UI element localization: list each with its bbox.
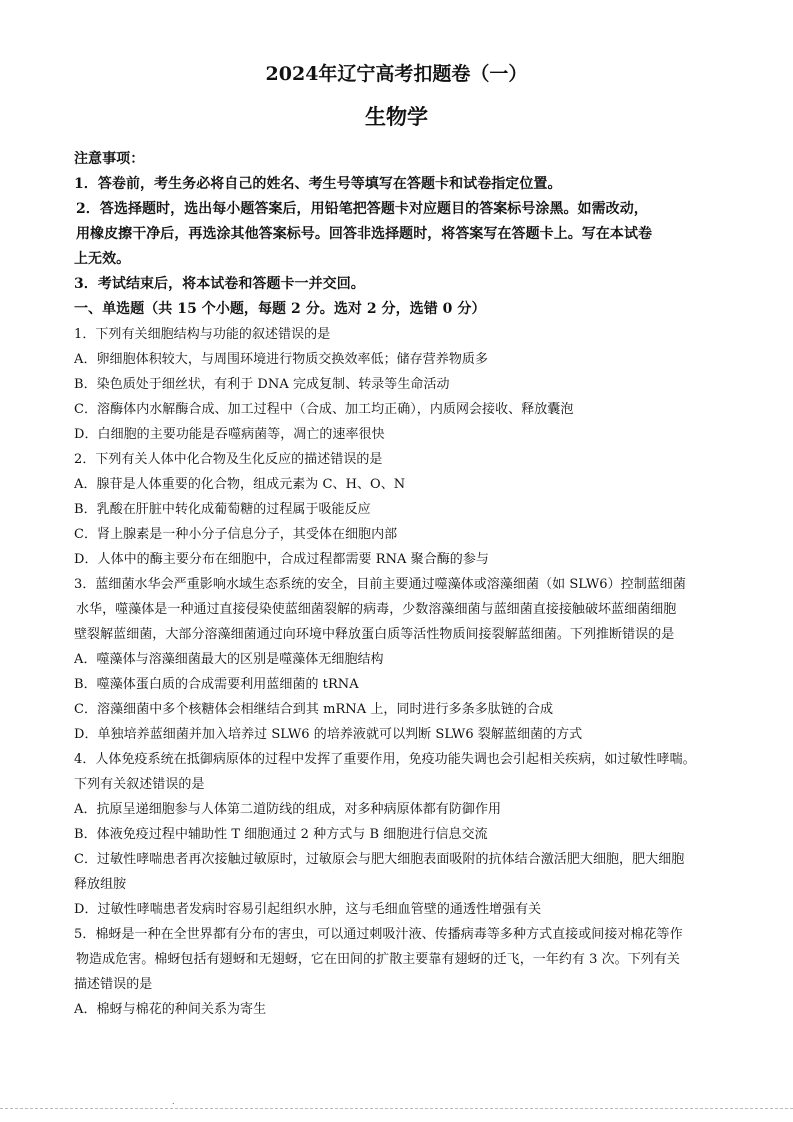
question-option: A．噬藻体与溶藻细菌最大的区别是噬藻体无细胞结构 — [74, 652, 384, 667]
question-option: A．腺苷是人体重要的化合物，组成元素为 C、H、O、N — [74, 477, 406, 492]
question-option: A．棉蚜与棉花的种间关系为寄生 — [74, 1002, 267, 1017]
exam-title: 2024年辽宁高考扣题卷（一） — [265, 63, 528, 85]
question-option: 释放组胺 — [74, 877, 127, 892]
question-stem: 2．下列有关人体中化合物及生化反应的描述错误的是 — [74, 452, 383, 467]
question-option: C．溶酶体内水解酶合成、加工过程中（合成、加工均正确），内质网会接收、释放囊泡 — [74, 402, 574, 417]
notice-line: 2．答选择题时，选出每小题答案后，用铅笔把答题卡对应题目的答案标号涂黑。如需改动， — [76, 201, 648, 217]
question-stem: 3．蓝细菌水华会严重影响水域生态系统的安全，目前主要通过噬藻体或溶藻细菌（如 SLW6）控制蓝细菌 — [74, 577, 686, 592]
notice-line: 用橡皮擦干净后，再选涂其他答案标号。回答非选择题时，将答案写在答题卡上。写在本试卷 — [76, 226, 653, 242]
question-stem: 水华，噬藻体是一种通过直接侵染使蓝细菌裂解的病毒，少数溶藻细菌与蓝细菌直接接触破坏蓝细菌细胞 — [76, 602, 677, 617]
question-option: C．肾上腺素是一种小分子信息分子，其受体在细胞内部 — [74, 527, 398, 542]
subject-title: 生物学 — [365, 104, 428, 129]
question-option: D．过敏性哮喘患者发病时容易引起组织水肿，这与毛细血管壁的通透性增强有关 — [74, 902, 542, 917]
page-divider — [0, 1108, 793, 1109]
question-stem: 壁裂解蓝细菌，大部分溶藻细菌通过向环境中释放蛋白质等活性物质间接裂解蓝细菌。下列推断错误的是 — [74, 627, 675, 642]
section-heading: 一、单选题（共 15 个小题，每题 2 分。选对 2 分，选错 0 分） — [74, 301, 486, 317]
question-option: D．人体中的酶主要分布在细胞中，合成过程都需要 RNA 聚合酶的参与 — [74, 552, 489, 567]
notice-heading: 注意事项： — [74, 151, 145, 167]
question-stem: 描述错误的是 — [74, 977, 153, 992]
exam-content — [74, 147, 724, 1022]
question-stem: 物造成危害。棉蚜包括有翅蚜和无翅蚜，它在田间的扩散主要靠有翅蚜的迁飞，一年约有 3 次。下列有关 — [76, 952, 680, 967]
question-stem: 1．下列有关细胞结构与功能的叙述错误的是 — [74, 327, 331, 342]
question-option: B．染色质处于细丝状，有利于 DNA 完成复制、转录等生命活动 — [74, 377, 450, 392]
question-option: B．噬藻体蛋白质的合成需要利用蓝细菌的 tRNA — [74, 677, 359, 692]
question-option: A．卵细胞体积较大，与周围环境进行物质交换效率低；储存营养物质多 — [74, 352, 488, 367]
question-option: C．溶藻细菌中多个核糖体会相继结合到其 mRNA 上，同时进行多条多肽链的合成 — [74, 702, 554, 717]
question-stem: 4．人体免疫系统在抵御病原体的过程中发挥了重要作用，免疫功能失调也会引起相关疾病，如过敏性哮喘。 — [74, 752, 696, 767]
question-option: D．白细胞的主要功能是吞噬病菌等，凋亡的速率很快 — [74, 427, 385, 442]
question-stem: 下列有关叙述错误的是 — [74, 777, 205, 792]
question-option: D．单独培养蓝细菌并加入培养过 SLW6 的培养液就可以判断 SLW6 裂解蓝细菌的方式 — [74, 727, 583, 742]
footer-mark: . — [172, 1097, 175, 1106]
notice-line: 上无效。 — [74, 251, 131, 267]
question-option: C．过敏性哮喘患者再次接触过敏原时，过敏原会与肥大细胞表面吸附的抗体结合激活肥大细胞，肥大细胞 — [74, 852, 685, 867]
question-option: B．体液免疫过程中辅助性 T 细胞通过 2 种方式与 B 细胞进行信息交流 — [74, 827, 488, 842]
question-option: B．乳酸在肝脏中转化成葡萄糖的过程属于吸能反应 — [74, 502, 371, 517]
question-option: A．抗原呈递细胞参与人体第二道防线的组成，对多种病原体都有防御作用 — [74, 802, 502, 817]
notice-line: 3．考试结束后，将本试卷和答题卡一并交回。 — [74, 276, 365, 292]
notice-line: 1．答卷前，考生务必将自己的姓名、考生号等填写在答题卡和试卷指定位置。 — [74, 176, 562, 192]
question-stem: 5．棉蚜是一种在全世界都有分布的害虫，可以通过刺吸汁液、传播病毒等多种方式直接或间接对棉花等作 — [74, 927, 683, 942]
